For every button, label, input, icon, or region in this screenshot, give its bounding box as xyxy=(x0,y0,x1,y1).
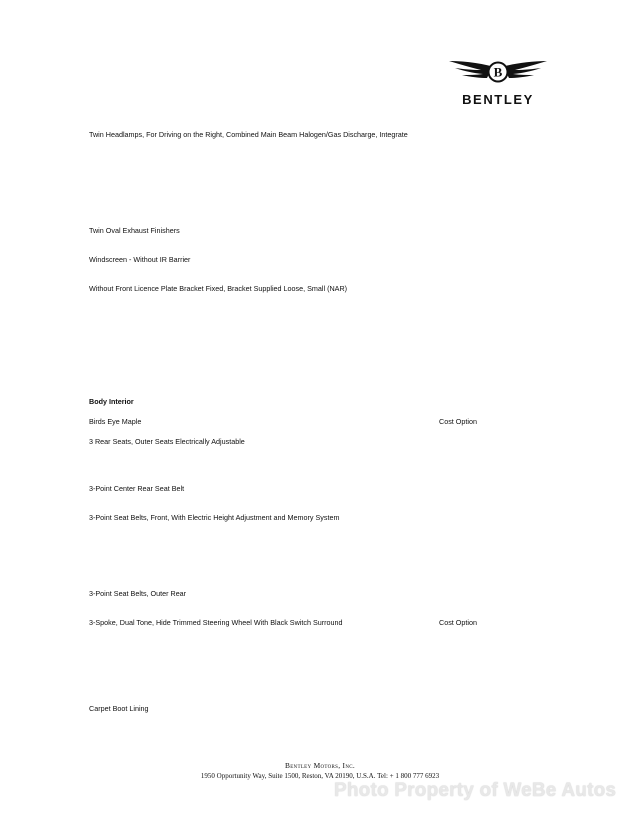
item-headlamps: Twin Headlamps, For Driving on the Right, Combined Main Beam Halogen/Gas Discharge, Integrate xyxy=(89,130,408,139)
logo-badge-letter: B xyxy=(493,64,503,80)
cost-option-label: Cost Option xyxy=(439,618,477,627)
cost-option-label: Cost Option xyxy=(439,417,477,426)
item-carpet-boot: Carpet Boot Lining xyxy=(89,704,149,713)
item-steering-wheel: 3-Spoke, Dual Tone, Hide Trimmed Steering Wheel With Black Switch Surround xyxy=(89,618,343,627)
footer-company: Bentley Motors, Inc. xyxy=(284,761,356,770)
item-front-seat-belts: 3-Point Seat Belts, Front, With Electric Height Adjustment and Memory System xyxy=(89,513,340,522)
item-licence-plate: Without Front Licence Plate Bracket Fixed, Bracket Supplied Loose, Small (NAR) xyxy=(89,284,348,293)
item-rear-seats: 3 Rear Seats, Outer Seats Electrically Adjustable xyxy=(89,437,245,446)
winged-b-icon xyxy=(449,58,547,92)
item-outer-rear-belts: 3-Point Seat Belts, Outer Rear xyxy=(89,589,187,598)
brand-wordmark: BENTLEY xyxy=(462,92,534,107)
watermark: Photo Property of WeBe Autos xyxy=(334,780,617,801)
item-exhaust: Twin Oval Exhaust Finishers xyxy=(89,226,180,235)
section-heading: Body Interior xyxy=(89,397,134,406)
item-windscreen: Windscreen - Without IR Barrier xyxy=(89,255,191,264)
item-center-seat-belt: 3-Point Center Rear Seat Belt xyxy=(89,484,185,493)
footer-address: 1950 Opportunity Way, Suite 1500, Reston, VA 20190, U.S.A. Tel: + 1 800 777 6923 xyxy=(200,772,440,780)
item-birds-eye-maple: Birds Eye Maple xyxy=(89,417,142,426)
